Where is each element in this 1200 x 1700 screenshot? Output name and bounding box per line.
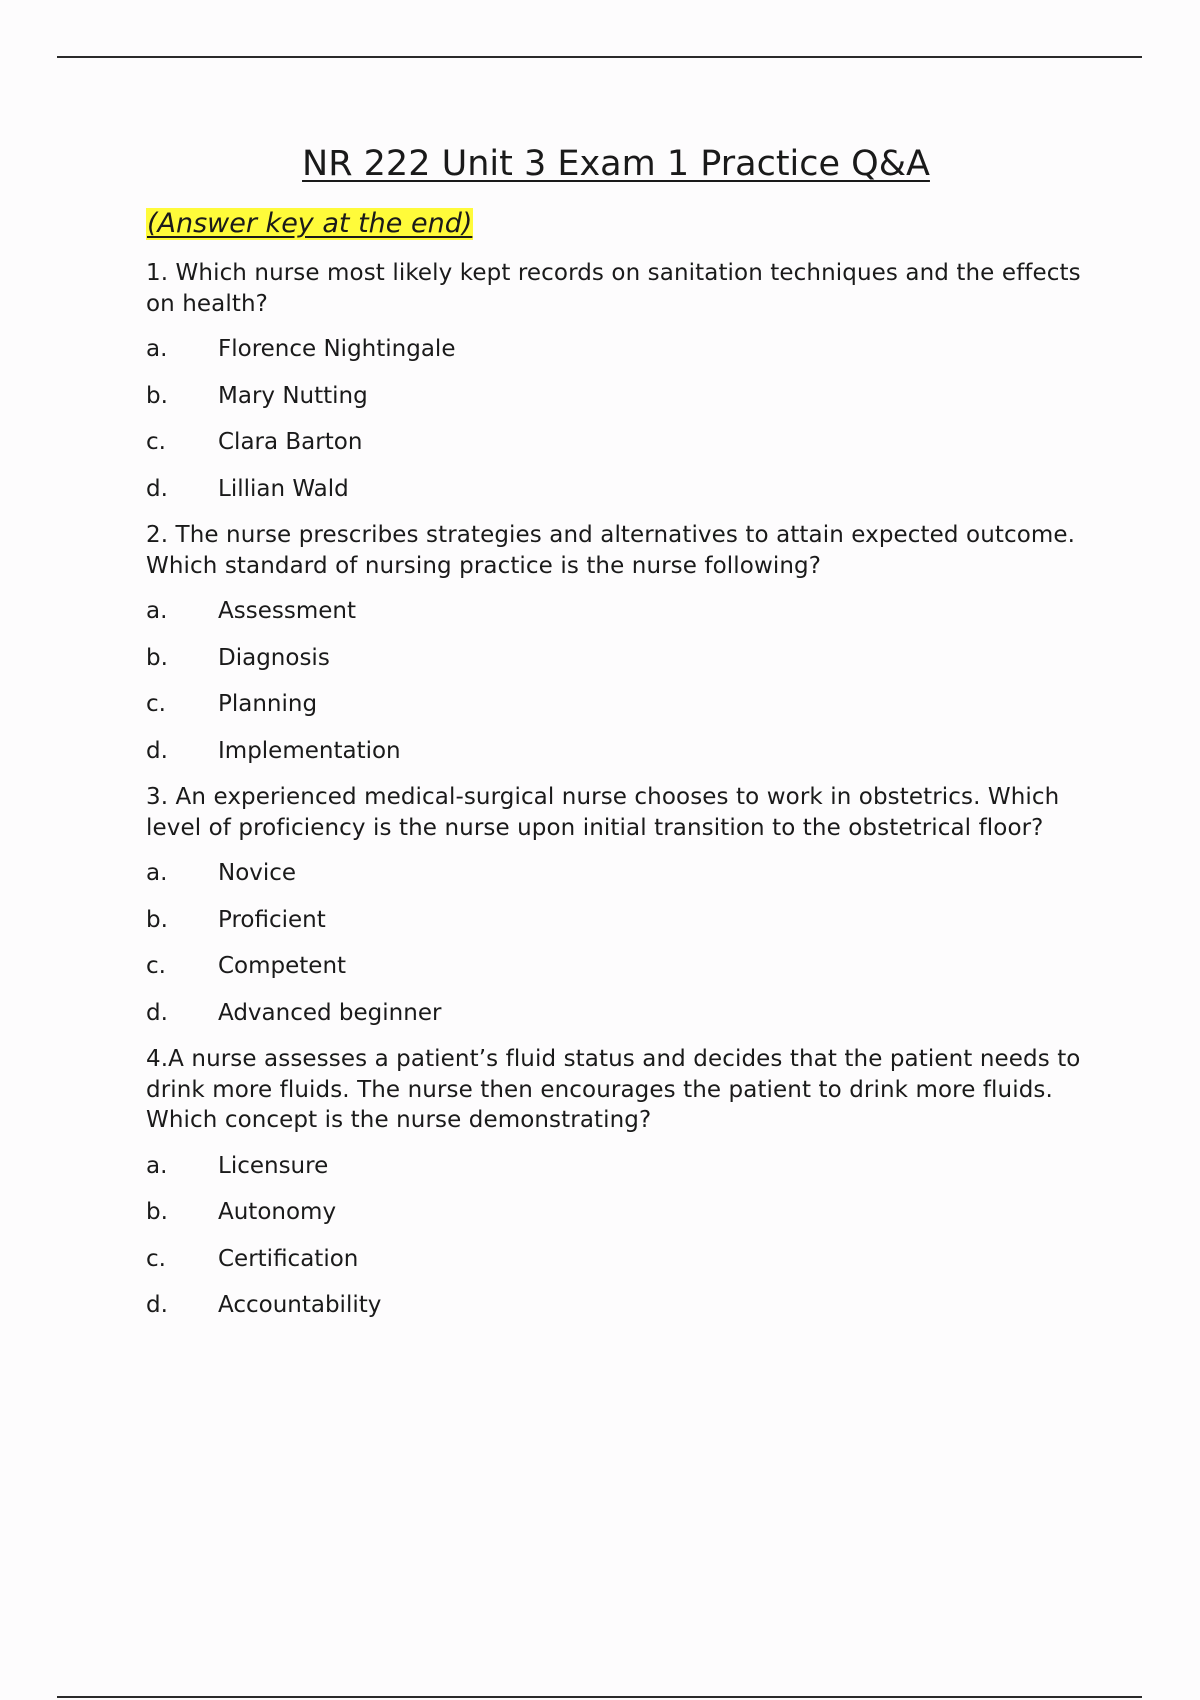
option-text: Certification xyxy=(218,1245,359,1272)
answer-option xyxy=(146,334,1096,364)
option-text: Clara Barton xyxy=(218,429,363,455)
option-letter: d. xyxy=(146,1292,168,1318)
question-block xyxy=(146,520,1096,766)
answer-option xyxy=(146,858,1096,888)
bottom-rule xyxy=(57,1696,1142,1698)
option-letter: b. xyxy=(146,906,168,933)
option-text: Licensure xyxy=(218,1152,329,1179)
document-content xyxy=(146,140,1096,1337)
option-text: Implementation xyxy=(218,737,401,764)
answer-option xyxy=(146,474,1096,504)
option-text: Competent xyxy=(218,953,347,979)
option-letter: d. xyxy=(146,737,168,764)
option-letter: d. xyxy=(146,999,168,1026)
answer-key-note: (Answer key at the end) xyxy=(147,208,473,239)
answer-option xyxy=(146,689,1096,719)
option-letter: c. xyxy=(146,953,166,979)
top-rule xyxy=(57,56,1142,58)
option-letter: b. xyxy=(146,644,168,671)
option-text: Novice xyxy=(218,860,297,886)
option-letter: c. xyxy=(146,429,166,455)
answer-option xyxy=(146,951,1096,981)
question-text: 3. An experienced medical-surgical nurse chooses to work in obstetrics. Which level of proficiency is the nurse upon initial transition to the obstetrical floor? xyxy=(146,784,1060,841)
option-text: Proficient xyxy=(218,906,326,933)
question-text: 2. The nurse prescribes strategies and alternatives to attain expected outcome. Which standard of nursing practice is the nurse following? xyxy=(146,522,1076,579)
option-text: Assessment xyxy=(218,598,356,624)
answer-option xyxy=(146,643,1096,673)
answer-option xyxy=(146,1151,1096,1181)
document-title: NR 222 Unit 3 Exam 1 Practice Q&A xyxy=(302,144,930,184)
answer-option xyxy=(146,905,1096,935)
option-letter: b. xyxy=(146,1199,168,1225)
option-text: Advanced beginner xyxy=(218,999,442,1026)
answer-option xyxy=(146,998,1096,1028)
option-text: Florence Nightingale xyxy=(218,336,456,362)
answer-option xyxy=(146,736,1096,766)
option-letter: d. xyxy=(146,475,168,502)
answer-option xyxy=(146,1244,1096,1274)
option-letter: a. xyxy=(146,598,168,624)
answer-option xyxy=(146,427,1096,457)
answer-option xyxy=(146,596,1096,626)
option-text: Diagnosis xyxy=(218,644,330,671)
option-letter: a. xyxy=(146,1152,168,1179)
answer-option xyxy=(146,381,1096,411)
option-letter: c. xyxy=(146,1245,166,1272)
option-letter: a. xyxy=(146,336,168,362)
question-text: 1. Which nurse most likely kept records on sanitation techniques and the effects on health? xyxy=(146,260,1081,317)
question-text: 4.A nurse assesses a patient’s fluid status and decides that the patient needs to drink more fluids. The nurse then encourages the patient to drink more fluids. Which concept is the nurse demonstrating? xyxy=(146,1046,1081,1133)
option-letter: a. xyxy=(146,860,168,886)
answer-note-row xyxy=(146,208,1096,258)
option-text: Mary Nutting xyxy=(218,382,368,409)
question-block xyxy=(146,782,1096,1028)
option-text: Autonomy xyxy=(218,1199,337,1225)
question-block xyxy=(146,258,1096,504)
answer-option xyxy=(146,1290,1096,1320)
question-block xyxy=(146,1044,1096,1320)
option-text: Lillian Wald xyxy=(218,475,349,502)
option-text: Accountability xyxy=(218,1292,382,1318)
option-text: Planning xyxy=(218,691,318,717)
option-letter: b. xyxy=(146,382,168,409)
answer-option xyxy=(146,1197,1096,1227)
option-letter: c. xyxy=(146,691,166,717)
